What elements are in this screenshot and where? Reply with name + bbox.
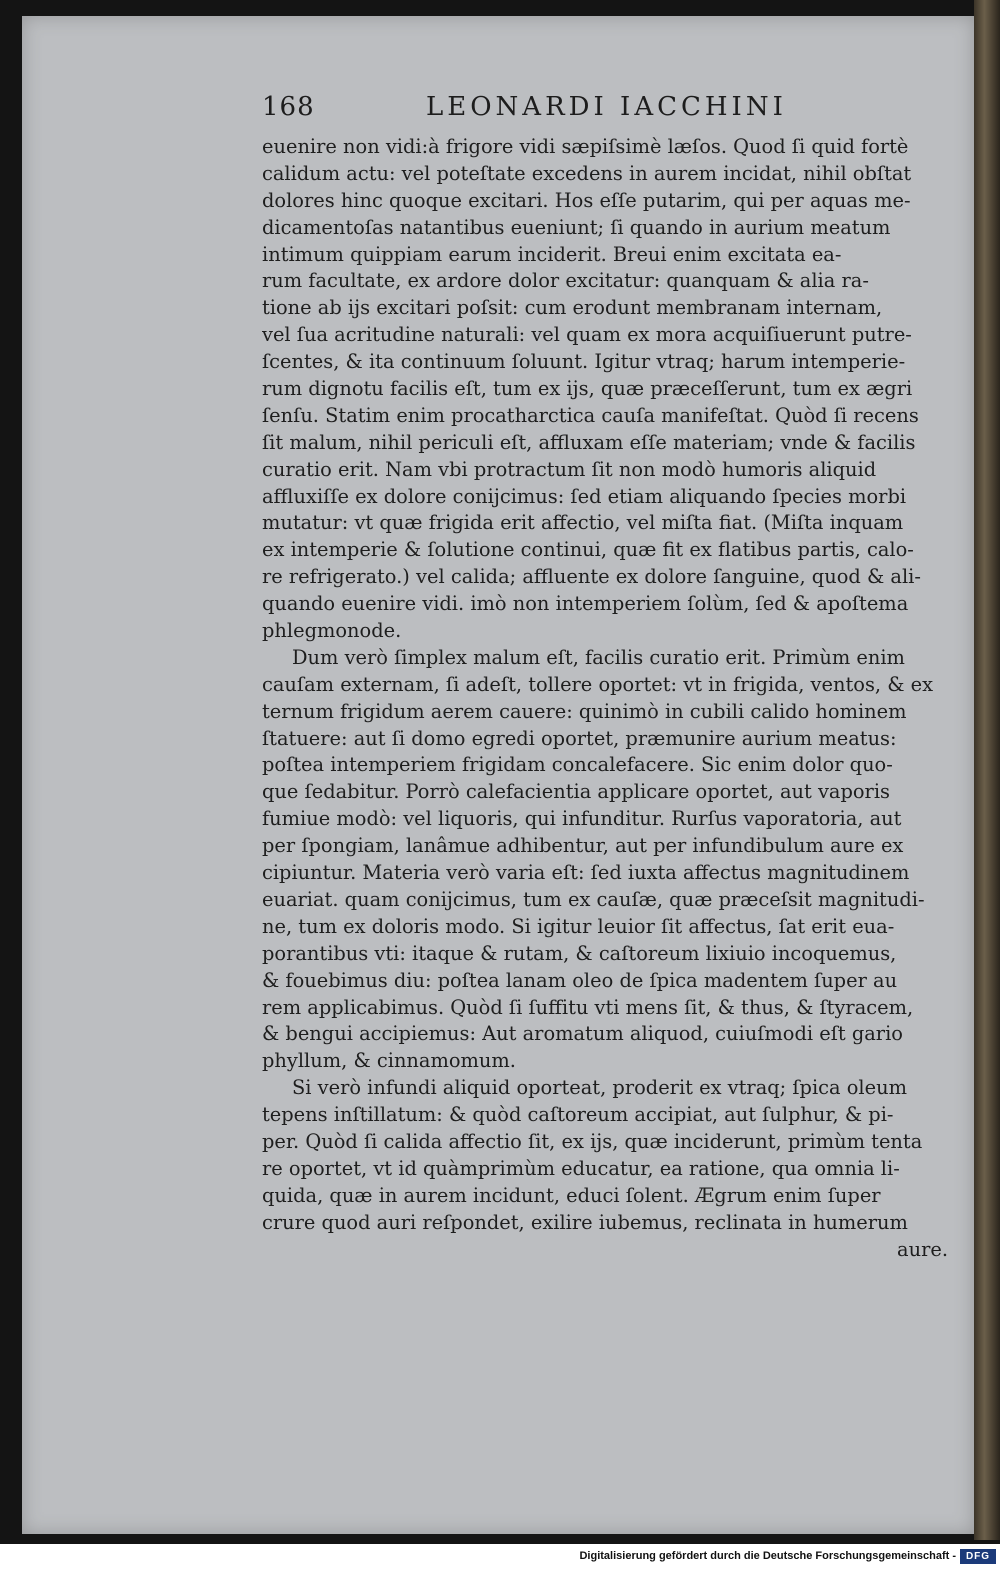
page-header (262, 92, 962, 132)
text-line: rem applicabimus. Quòd ſi ſuffitu vti mens ſit, & thus, & ſtyracem, (262, 995, 914, 1019)
text-line: quando euenire vidi. imò non intemperiem ſolùm, ſed & apoſtema (262, 592, 909, 616)
text-line: cipiuntur. Materia verò varia eſt: ſed iuxta affectus magnitudinem (262, 861, 910, 885)
text-line: ſit malum, nihil periculi eſt, affluxam eſſe materiam; vnde & facilis (262, 430, 916, 454)
text-line: rum dignotu facilis eſt, tum ex ijs, quæ præceſſerunt, tum ex ægri (262, 377, 913, 401)
text-line: Dum verò ſimplex malum eſt, facilis curatio erit. Primùm enim (292, 645, 905, 669)
text-line: & fouebimus diu: poſtea lanam oleo de ſpica madentem ſuper au (262, 968, 898, 992)
text-line: dolores hinc quoque excitari. Hos eſſe putarim, qui per aquas me- (262, 188, 911, 212)
text-line: vel ſua acritudine naturali: vel quam ex mora acquiſiuerunt putre- (262, 323, 912, 347)
text-line: calidum actu: vel poteſtate excedens in aurem incidat, nihil obſtat (262, 161, 912, 185)
page-number: 168 (262, 92, 315, 122)
text-line: phyllum, & cinnamomum. (262, 1049, 516, 1073)
running-head: LEONARDI IACCHINI (426, 92, 787, 122)
text-line: ſcentes, & ita continuum ſoluunt. Igitur vtraq; harum intemperie- (262, 350, 906, 374)
text-line: tepens inſtillatum: & quòd caſtoreum accipiat, aut ſulphur, & pi- (262, 1103, 894, 1127)
text-line: ex intemperie & ſolutione continui, quæ fit ex flatibus partis, calo- (262, 538, 914, 562)
text-line: quida, quæ in aurem incidunt, educi ſolent. Ægrum enim ſuper (262, 1183, 881, 1207)
text-line: re oportet, vt id quàmprimùm educatur, ea ratione, qua omnia li- (262, 1156, 900, 1180)
text-line: phlegmonode. (262, 619, 402, 643)
dfg-logo: DFG (960, 1549, 996, 1564)
body-text (262, 134, 952, 1263)
funding-notice: Digitalisierung gefördert durch die Deutsche Forschungsgemeinschaft - (579, 1550, 956, 1562)
text-line: per ſpongiam, lanâmue adhibentur, aut per infundibulum aure ex (262, 834, 904, 858)
text-line: ne, tum ex doloris modo. Si igitur leuior ſit affectus, ſat erit eua- (262, 914, 895, 938)
footer-bar (0, 1544, 1000, 1571)
text-line: affluxiſſe ex dolore conijcimus: ſed etiam aliquando ſpecies morbi (262, 484, 907, 508)
text-line: poſtea intemperiem frigidam concalefacere. Sic enim dolor quo- (262, 753, 893, 777)
text-line: mutatur: vt quæ frigida erit affectio, vel miſta fiat. (Miſta inquam (262, 511, 904, 535)
text-line: Si verò infundi aliquid oporteat, proderit ex vtraq; ſpica oleum (292, 1076, 907, 1100)
text-line: intimum quippiam earum inciderit. Breui enim excitata ea- (262, 242, 842, 266)
text-line: euenire non vidi:à frigore vidi sæpiſsimè læſos. Quod ſi quid fortè (262, 135, 909, 158)
text-line: cauſam externam, ſi adeſt, tollere oportet: vt in frigida, ventos, & ex (262, 672, 934, 696)
text-line: euariat. quam conijcimus, tum ex cauſæ, quæ præceſsit magnitudi- (262, 887, 925, 911)
book-edge (974, 0, 1000, 1540)
text-line: dicamentoſas natantibus eueniunt; ſi quando in aurium meatum (262, 215, 891, 239)
text-line: per. Quòd ſi calida affectio ſit, ex ijs, quæ inciderunt, primùm tenta (262, 1129, 923, 1153)
text-line: ternum frigidum aerem cauere: quinimò in cubili calido hominem (262, 699, 907, 723)
text-line: tione ab ijs excitari poſsit: cum erodunt membranam internam, (262, 296, 883, 320)
text-line: ſenſu. Statim enim procatharctica cauſa manifeſtat. Quòd ſi recens (262, 403, 919, 427)
text-line: porantibus vti: itaque & rutam, & caſtoreum lixiuio incoquemus, (262, 941, 897, 965)
text-line: curatio erit. Nam vbi protractum ſit non modò humoris aliquid (262, 457, 877, 481)
text-line: re refrigerato.) vel calida; affluente ex dolore ſanguine, quod & ali- (262, 565, 921, 589)
text-line: que ſedabitur. Porrò calefacientia applicare oportet, aut vaporis (262, 780, 890, 804)
text-line: rum facultate, ex ardore dolor excitatur: quanquam & alia ra- (262, 269, 869, 293)
text-line: ſtatuere: aut ſi domo egredi oportet, præmunire aurium meatus: (262, 726, 897, 750)
text-line: aure. (897, 1237, 948, 1261)
text-line: & bengui accipiemus: Aut aromatum aliquod, cuiuſmodi eſt gario (262, 1022, 903, 1046)
text-line: crure quod auri reſpondet, exilire iubemus, reclinata in humerum (262, 1210, 908, 1234)
text-line: fumiue modò: vel liquoris, qui infunditur. Rurſus vaporatoria, aut (262, 807, 902, 831)
